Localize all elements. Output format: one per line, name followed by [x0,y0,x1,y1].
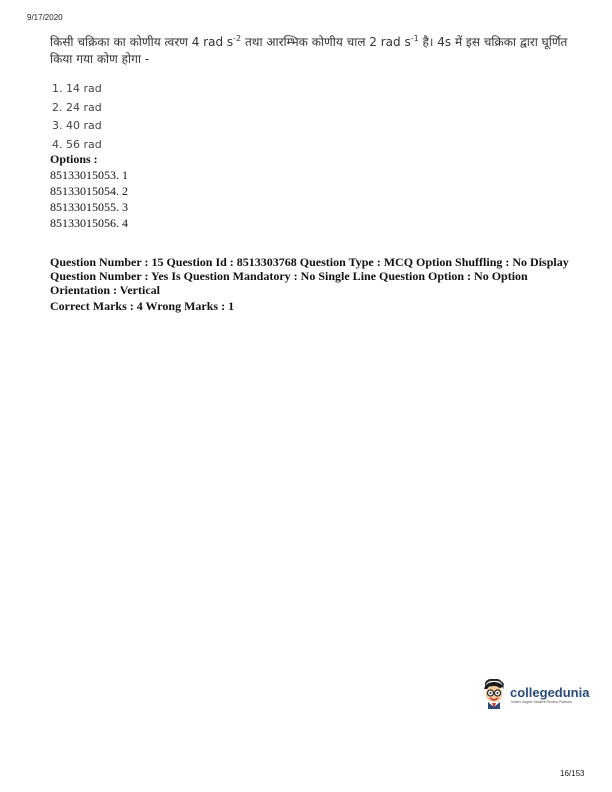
question-part-2: तथा आरम्भिक कोणीय चाल 2 rad s [241,35,411,49]
brand-name: collegedunia [510,685,590,700]
answer-choice: 4. 56 rad [52,137,102,151]
question-superscript-1: -2 [233,34,242,43]
question-metadata [50,255,580,297]
question-superscript-2: -1 [410,34,419,43]
collegedunia-logo [480,679,590,709]
metadata-line: Question Number : 15 Question Id : 8513303768 Question Type : MCQ Option Shuffling : No Display [50,255,569,269]
option-id: 85133015056. 4 [50,216,128,230]
option-id: 85133015055. 3 [50,200,128,214]
option-id: 85133015053. 1 [50,168,128,182]
question-part-3: है। 4s में इस चक्रिका द्वारा घूर्णित किया गया कोण होगा - [50,35,568,66]
marks-info: Correct Marks : 4 Wrong Marks : 1 [50,299,235,313]
page-number: 16/153 [560,769,585,778]
metadata-line: Question Number : Yes Is Question Mandatory : No Single Line Question Option : No Option [50,269,528,283]
answer-choice: 3. 40 rad [52,119,102,132]
option-id: 85133015054. 2 [50,184,128,198]
metadata-line: Orientation : Vertical [50,283,160,297]
mascot-icon [480,679,508,709]
answer-choice: 1. 14 rad [52,82,102,95]
options-list [50,167,128,231]
answer-choices [52,80,102,154]
question-text [50,30,570,68]
question-part-1: किसी चक्रिका का कोणीय त्वरण 4 rad s [50,35,234,49]
brand-tagline: India's largest Student Review Platform [511,700,572,704]
options-heading: Options : [50,152,98,166]
print-date: 9/17/2020 [27,13,63,22]
answer-choice: 2. 24 rad [52,100,102,114]
